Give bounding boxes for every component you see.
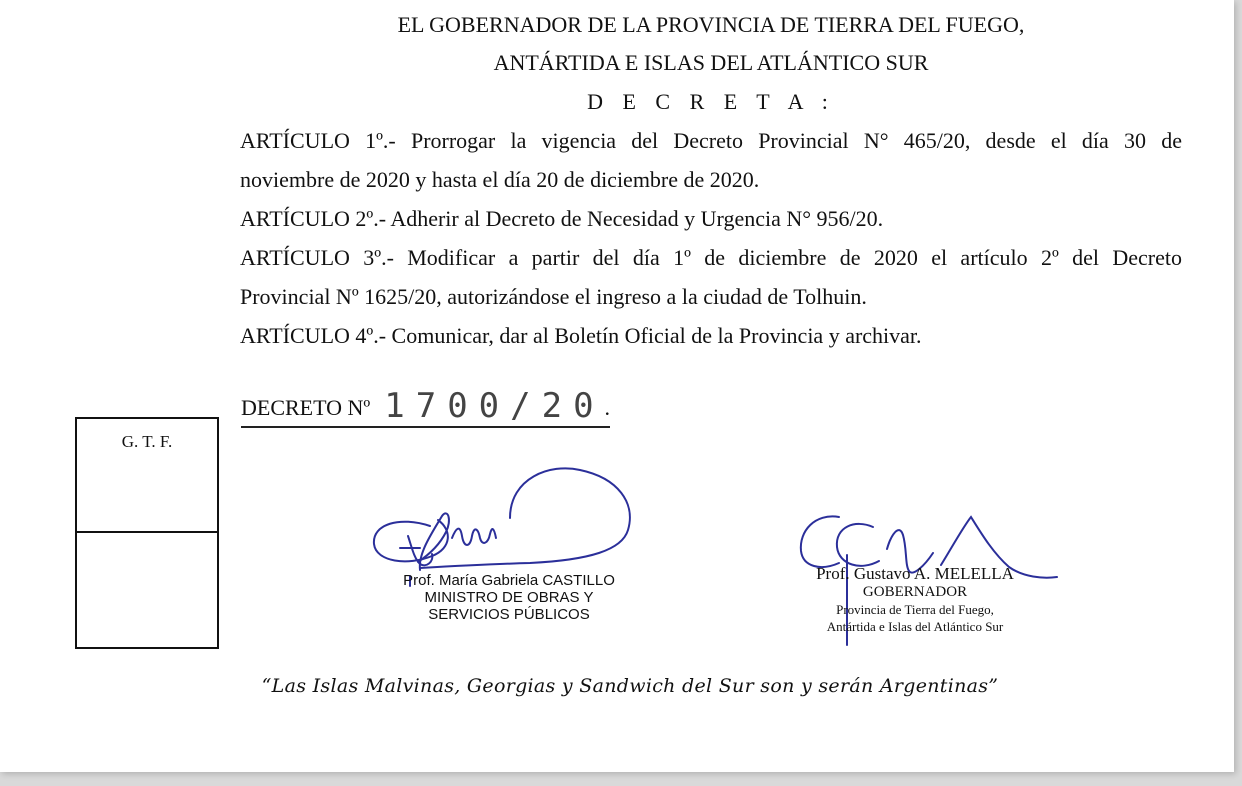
article-4-line-1: ARTÍCULO 4º.- Comunicar, dar al Boletín Oficial de la Provincia y archivar. <box>240 323 922 348</box>
gtf-label: G. T. F. <box>121 432 173 451</box>
article-3-line-2: Provincial Nº 1625/20, autorizándose el ingreso a la ciudad de Tolhuin. <box>240 284 867 309</box>
gtf-box <box>75 417 219 649</box>
article-1 <box>240 121 1182 199</box>
signature-right-province-2: Antártida e Islas del Atlántico Sur <box>826 619 1004 634</box>
signature-right-name: Prof. Gustavo A. MELELLA <box>816 564 1014 583</box>
article-1-line-1: ARTÍCULO 1º.- Prorrogar la vigencia del Decreto Provincial N° 465/20, desde el día 30 de <box>240 128 1182 153</box>
signature-right-title: GOBERNADOR <box>862 584 968 600</box>
article-1-line-2: noviembre de 2020 y hasta el día 20 de diciembre de 2020. <box>240 167 760 192</box>
decree-number: 1700/20 <box>384 386 605 426</box>
decreta-heading: D E C R E T A : <box>587 89 835 114</box>
malvinas-motto: “Las Islas Malvinas, Georgias y Sandwich del Sur son y serán Argentinas” <box>261 675 999 697</box>
decree-number-line <box>241 386 611 428</box>
signature-left-name: Prof. María Gabriela CASTILLO <box>403 572 615 589</box>
signature-right-province-1: Provincia de Tierra del Fuego, <box>836 602 994 617</box>
signature-left-title-2: SERVICIOS PÚBLICOS <box>428 606 590 623</box>
article-4 <box>240 316 1182 355</box>
signature-left-block <box>380 572 638 623</box>
article-2-line-1: ARTÍCULO 2º.- Adherir al Decreto de Necesidad y Urgencia N° 956/20. <box>240 206 884 231</box>
header-line-2: ANTÁRTIDA E ISLAS DEL ATLÁNTICO SUR <box>493 50 929 75</box>
decree-label: DECRETO Nº <box>241 395 371 420</box>
signature-left-title-1: MINISTRO DE OBRAS Y <box>424 589 594 606</box>
signature-left-drawing <box>360 458 640 588</box>
signature-right-block <box>790 565 1040 635</box>
gtf-box-top <box>77 419 217 533</box>
header-line-1: EL GOBERNADOR DE LA PROVINCIA DE TIERRA DEL FUEGO, <box>397 12 1025 37</box>
article-2 <box>240 199 1182 238</box>
decree-dot: . <box>604 395 611 420</box>
article-3-line-1: ARTÍCULO 3º.- Modificar a partir del día 1º de diciembre de 2020 el artículo 2º del Decreto <box>240 245 1182 270</box>
article-3 <box>240 238 1182 316</box>
